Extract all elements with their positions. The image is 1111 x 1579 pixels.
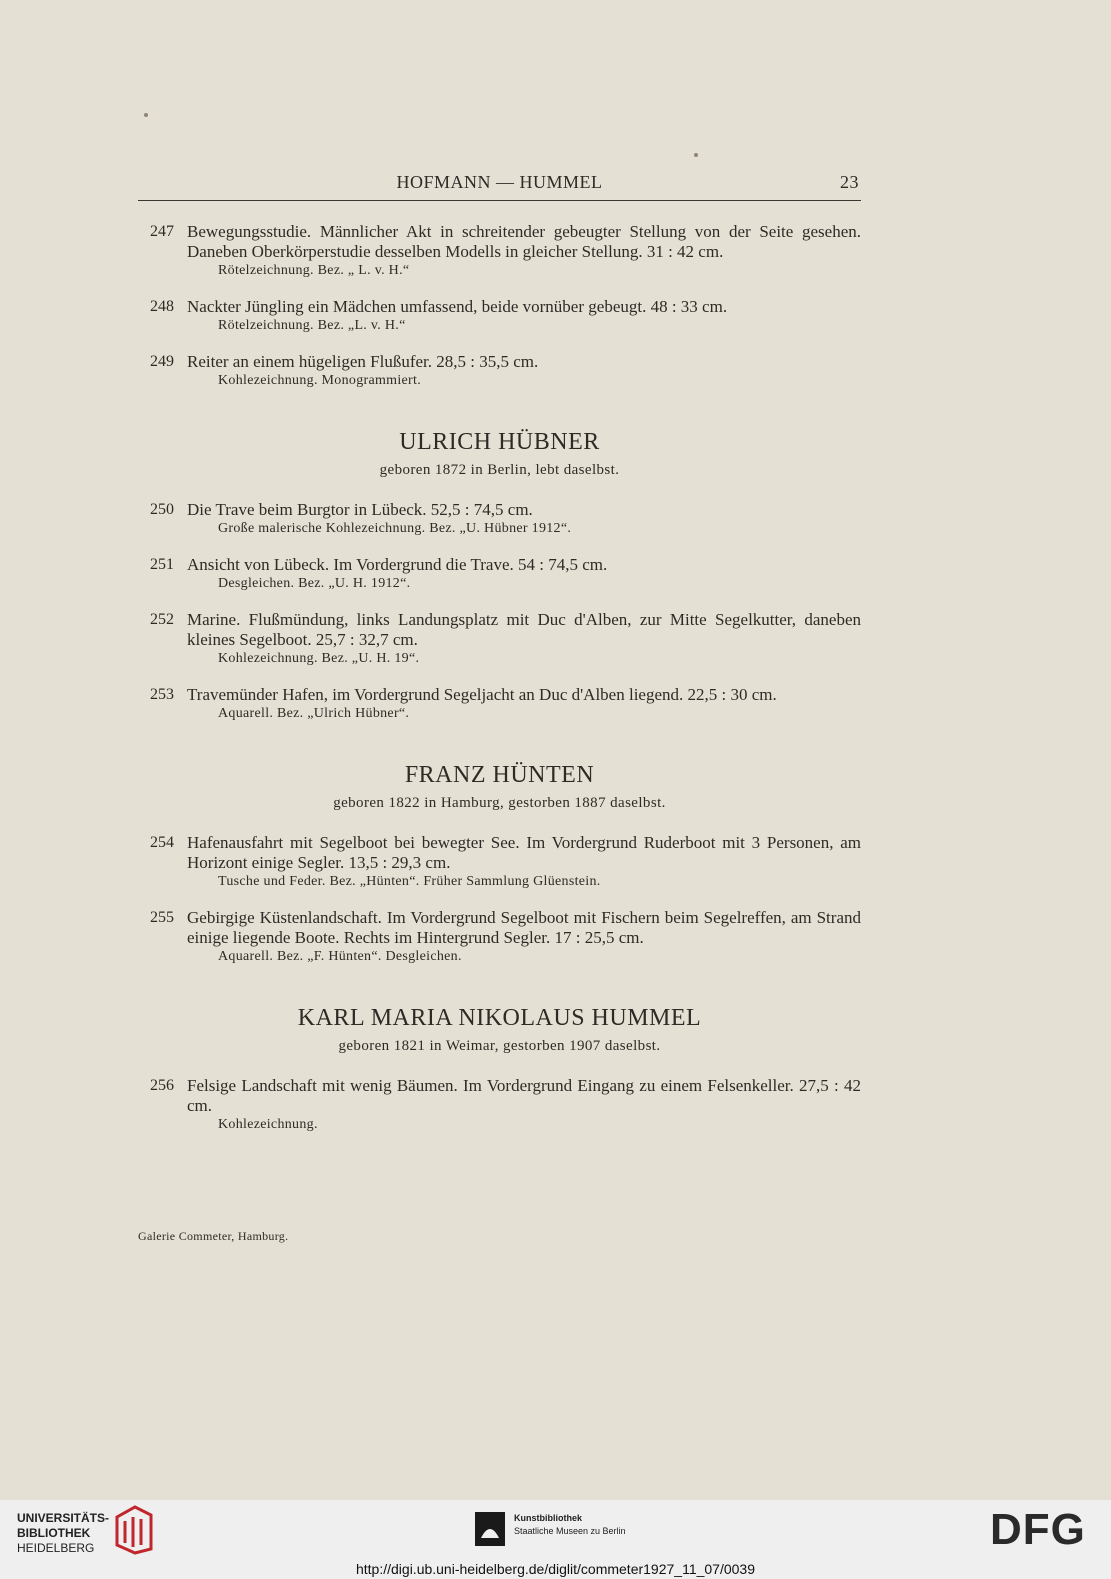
- uni-line-3: HEIDELBERG: [17, 1541, 95, 1555]
- artist-heading: KARL MARIA NIKOLAUS HUMMEL: [297, 1005, 702, 1031]
- header-title: HOFMANN — HUMMEL: [396, 172, 603, 192]
- uni-line-2: BIBLIOTHEK: [17, 1526, 91, 1540]
- entry-description: Felsige Landschaft mit wenig Bäumen. Im Vordergrund Eingang zu einem Felsenkeller. 27,5 : 42 cm.: [187, 1076, 861, 1115]
- entry-number: 248: [150, 298, 174, 315]
- kb-line-1: Kunstbibliothek: [514, 1513, 582, 1523]
- entry-number: 255: [150, 909, 174, 926]
- catalog-entry: [138, 610, 861, 668]
- university-library-label[interactable]: [17, 1511, 109, 1556]
- catalog-content: [138, 222, 861, 1151]
- entry-number: 249: [150, 353, 174, 370]
- uni-line-1: UNIVERSITÄTS-: [17, 1511, 110, 1525]
- catalog-entry: [138, 1076, 861, 1134]
- entry-description: Travemünder Hafen, im Vordergrund Segeljacht an Duc d'Alben liegend. 22,5 : 30 cm.: [187, 685, 777, 704]
- running-header: [138, 172, 861, 198]
- catalog-entry: [138, 500, 861, 538]
- entry-description: Hafenausfahrt mit Segelboot bei bewegter See. Im Vordergrund Ruderboot mit 3 Personen, am Horizont einige Segler. 13,5 : 29,3 cm.: [187, 833, 861, 872]
- entry-technique-note: Kohlezeichnung. Bez. „U. H. 19“.: [218, 651, 420, 666]
- digitization-bar: [0, 1500, 1111, 1560]
- entry-technique-note: Rötelzeichnung. Bez. „L. v. H.“: [218, 318, 406, 333]
- entry-technique-note: Rötelzeichnung. Bez. „ L. v. H.“: [218, 263, 410, 278]
- entry-description: Reiter an einem hügeligen Flußufer. 28,5 : 35,5 cm.: [187, 352, 539, 371]
- dfg-logo[interactable]: DFG: [990, 1505, 1086, 1554]
- paper-speck: [144, 113, 148, 117]
- entry-number: 252: [150, 611, 174, 628]
- entry-description: Nackter Jüngling ein Mädchen umfassend, beide vornüber gebeugt. 48 : 33 cm.: [187, 297, 728, 316]
- entry-number: 251: [150, 556, 174, 573]
- kb-line-2: Staatliche Museen zu Berlin: [514, 1526, 626, 1536]
- kunstbibliothek-label[interactable]: [514, 1512, 626, 1538]
- catalog-entry: [138, 222, 861, 280]
- entry-number: 250: [150, 501, 174, 518]
- paper-speck: [694, 153, 698, 157]
- catalog-entry: [138, 833, 861, 891]
- artist-life-dates: geboren 1822 in Hamburg, gestorben 1887 daselbst.: [333, 795, 666, 811]
- catalog-entry: [138, 555, 861, 593]
- entry-description: Ansicht von Lübeck. Im Vordergrund die Trave. 54 : 74,5 cm.: [187, 555, 608, 574]
- entry-number: 254: [150, 834, 174, 851]
- entry-technique-note: Aquarell. Bez. „F. Hünten“. Desgleichen.: [218, 949, 462, 964]
- entry-description: Marine. Flußmündung, links Landungsplatz mit Duc d'Alben, zur Mitte Segelkutter, daneben kleines Segelboot. 25,7 : 32,7 cm.: [187, 610, 861, 649]
- entry-technique-note: Kohlezeichnung.: [218, 1117, 318, 1132]
- entry-description: Bewegungsstudie. Männlicher Akt in schreitender gebeugter Stellung von der Seite gesehen. Daneben Oberkörperstudie desselben Modells in gleicher Stellung. 31 : 42 cm.: [187, 222, 861, 261]
- entry-description: Gebirgige Küstenlandschaft. Im Vordergrund Segelboot mit Fischern beim Segelreffen, am Strand einige liegende Boote. Rechts im Hintergrund Segler. 17 : 25,5 cm.: [187, 908, 861, 947]
- artist-life-dates: geboren 1872 in Berlin, lebt daselbst.: [379, 462, 620, 478]
- entry-technique-note: Große malerische Kohlezeichnung. Bez. „U. Hübner 1912“.: [218, 521, 572, 536]
- header-rule: [138, 200, 861, 201]
- artist-heading: ULRICH HÜBNER: [399, 429, 600, 455]
- entry-technique-note: Desgleichen. Bez. „U. H. 1912“.: [218, 576, 411, 591]
- page-number: 23: [840, 172, 859, 192]
- entry-number: 253: [150, 686, 174, 703]
- entry-technique-note: Tusche und Feder. Bez. „Hünten“. Früher Sammlung Glüenstein.: [218, 874, 601, 889]
- footer-note: Galerie Commeter, Hamburg.: [138, 1229, 289, 1243]
- artist-heading: FRANZ HÜNTEN: [404, 762, 595, 788]
- entry-description: Die Trave beim Burgtor in Lübeck. 52,5 : 74,5 cm.: [187, 500, 533, 519]
- catalog-entry: [138, 352, 861, 390]
- entry-number: 256: [150, 1077, 174, 1094]
- kunstbibliothek-logo-icon[interactable]: [475, 1512, 505, 1546]
- catalog-entry: [138, 297, 861, 335]
- catalog-entry: [138, 908, 861, 966]
- entry-technique-note: Aquarell. Bez. „Ulrich Hübner“.: [218, 706, 410, 721]
- page-url[interactable]: http://digi.ub.uni-heidelberg.de/diglit/commeter1927_11_07/0039: [0, 1560, 1111, 1579]
- university-logo-icon[interactable]: [111, 1505, 155, 1555]
- catalog-entry: [138, 685, 861, 723]
- entry-technique-note: Kohlezeichnung. Monogrammiert.: [218, 373, 422, 388]
- entry-number: 247: [150, 223, 174, 240]
- artist-life-dates: geboren 1821 in Weimar, gestorben 1907 daselbst.: [338, 1038, 661, 1054]
